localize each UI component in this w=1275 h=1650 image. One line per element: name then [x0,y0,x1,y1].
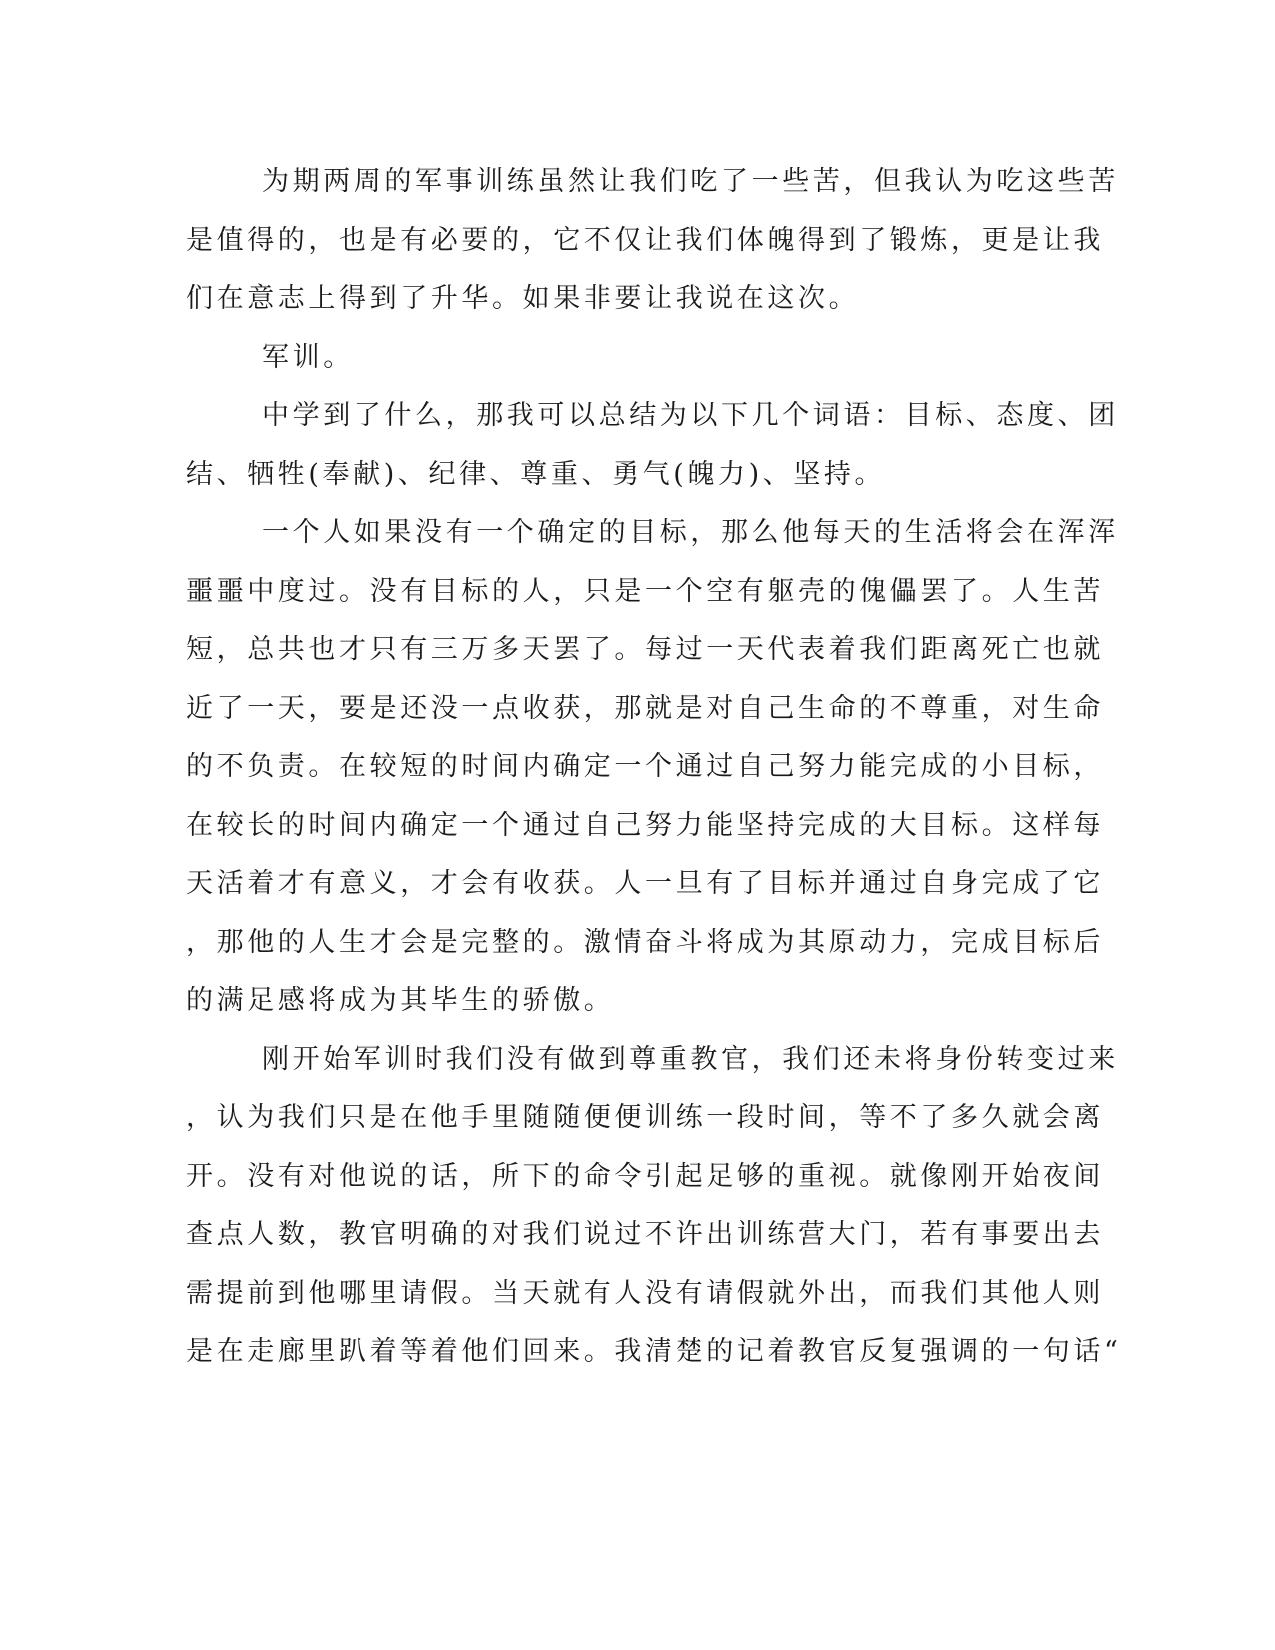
paragraph-4-line-3: 短，总共也才只有三万多天罢了。每过一天代表着我们距离死亡也就 [186,634,1104,665]
paragraph-1-line-3: 们在意志上得到了升华。如果非要让我说在这次。 [186,283,860,314]
paragraph-1-line-2: 是值得的，也是有必要的，它不仅让我们体魄得到了锻炼，更是让我 [186,225,1104,256]
paragraph-4-line-9: 的满足感将成为其毕生的骄傲。 [186,985,615,1016]
paragraph-4-line-7: 天活着才有意义，才会有收获。人一旦有了目标并通过自身完成了它 [186,868,1104,899]
paragraph-5-line-1: 刚开始军训时我们没有做到尊重教官，我们还未将身份转变过来 [262,1044,1119,1075]
paragraph-5-line-3: 开。没有对他说的话，所下的命令引起足够的重视。就像刚开始夜间 [186,1161,1104,1192]
paragraph-4-line-6: 在较长的时间内确定一个通过自己努力能坚持完成的大目标。这样每 [186,810,1104,841]
paragraph-5-line-2: ，认为我们只是在他手里随随便便训练一段时间，等不了多久就会离 [186,1102,1104,1133]
paragraph-4-line-2: 噩噩中度过。没有目标的人，只是一个空有躯壳的傀儡罢了。人生苦 [186,576,1104,607]
paragraph-4-line-8: ，那他的人生才会是完整的。激情奋斗将成为其原动力，完成目标后 [186,927,1104,958]
paragraph-4-line-5: 的不负责。在较短的时间内确定一个通过自己努力能完成的小目标， [186,751,1104,782]
paragraph-3-line-1: 中学到了什么，那我可以总结为以下几个词语：目标、态度、团 [262,400,1119,431]
paragraph-4-line-1: 一个人如果没有一个确定的目标，那么他每天的生活将会在浑浑 [262,517,1119,548]
paragraph-4-line-4: 近了一天，要是还没一点收获，那就是对自己生命的不尊重，对生命 [186,693,1104,724]
paragraph-1-line-1: 为期两周的军事训练虽然让我们吃了一些苦，但我认为吃这些苦 [262,166,1119,197]
paragraph-2-line-1: 军训。 [262,342,354,373]
paragraph-5-line-4: 查点人数，教官明确的对我们说过不许出训练营大门，若有事要出去 [186,1219,1104,1250]
paragraph-5-line-6: 是在走廊里趴着等着他们回来。我清楚的记着教官反复强调的一句话“ [186,1336,1122,1367]
paragraph-5-line-5: 需提前到他哪里请假。当天就有人没有请假就外出，而我们其他人则 [186,1278,1104,1309]
paragraph-3-line-2: 结、牺牲(奉献)、纪律、尊重、勇气(魄力)、坚持。 [186,459,886,490]
